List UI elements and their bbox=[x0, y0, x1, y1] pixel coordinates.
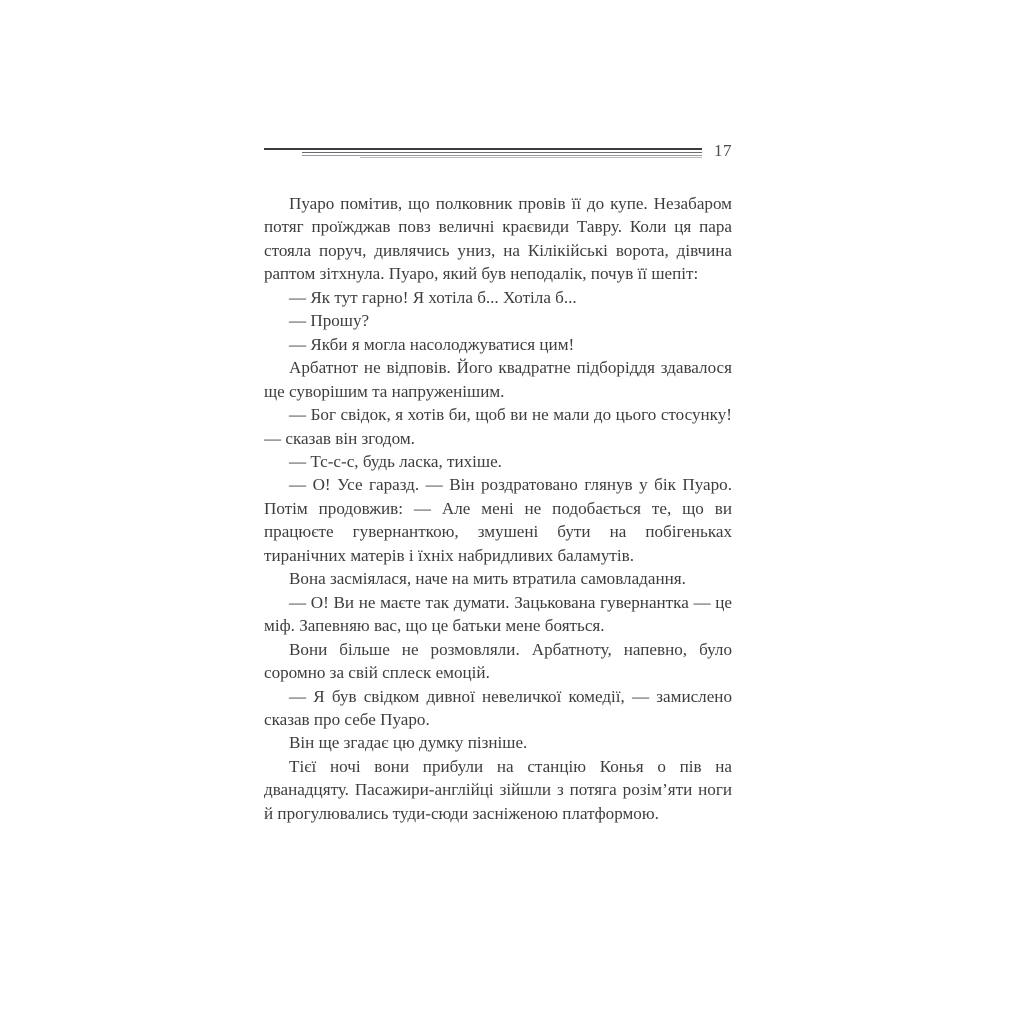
paragraph: Вона засміялася, наче на мить втратила самовладання. bbox=[289, 569, 686, 589]
page-number: 17 bbox=[714, 140, 732, 160]
running-head bbox=[264, 136, 732, 166]
paragraph: Тієї ночі вони прибули на станцію Конья о пів на дванадцяту. Пасажири-англійці зійшли з потяга розім’яти ноги й прогулювались туди-сюди засніженою платформою. bbox=[264, 756, 732, 823]
rule-line-4 bbox=[360, 157, 702, 158]
paragraph: Пуаро помітив, що полковник провів її до купе. Незабаром потяг проїжджав повз величні краєвиди Тавру. Коли ця пара стояла поруч, дивлячись униз, на Кілікійські ворота, дівчина раптом зітхнула. Пуаро, який був неподалік, почув її шепіт: bbox=[264, 194, 732, 284]
paragraph: Він ще згадає цю думку пізніше. bbox=[289, 733, 528, 753]
paragraph: — Як тут гарно! Я хотіла б... Хотіла б... bbox=[289, 287, 577, 307]
paragraph: Арбатнот не відповів. Його квадратне підборіддя здавалося ще суворішим та напруженішим. bbox=[264, 358, 732, 401]
paragraph: — Бог свідок, я хотів би, щоб ви не мали до цього стосунку! — сказав він згодом. bbox=[264, 405, 732, 448]
header-rule-ornament-icon bbox=[264, 140, 702, 162]
rule-line-3 bbox=[302, 155, 702, 156]
rule-line-2 bbox=[302, 152, 702, 153]
rule-line-1 bbox=[264, 148, 702, 150]
paragraph: — О! Усе гаразд. — Він роздратовано глянув у бік Пуаро. Потім продовжив: — Але мені не подобається те, що ви працюєте гувернанткою, змушені бути на побігеньках тиранічних матерів і їхніх набридливих баламутів. bbox=[264, 475, 732, 565]
body-text-block bbox=[264, 192, 732, 825]
paragraph: — Прошу? bbox=[289, 311, 370, 331]
paragraph: — О! Ви не маєте так думати. Зацькована гувернантка — це міф. Запевняю вас, що це батьки мене бояться. bbox=[264, 592, 732, 636]
paragraph: — Я був свідком дивної невеличкої комедії, — замислено сказав про себе Пуаро. bbox=[264, 686, 732, 729]
paragraph: — Тс-с-с, будь ласка, тихіше. bbox=[289, 451, 502, 471]
paragraph: Вони більше не розмовляли. Арбатноту, напевно, було соромно за свій сплеск емоцій. bbox=[264, 639, 732, 683]
paragraph: — Якби я могла насолоджуватися цим! bbox=[289, 334, 575, 354]
